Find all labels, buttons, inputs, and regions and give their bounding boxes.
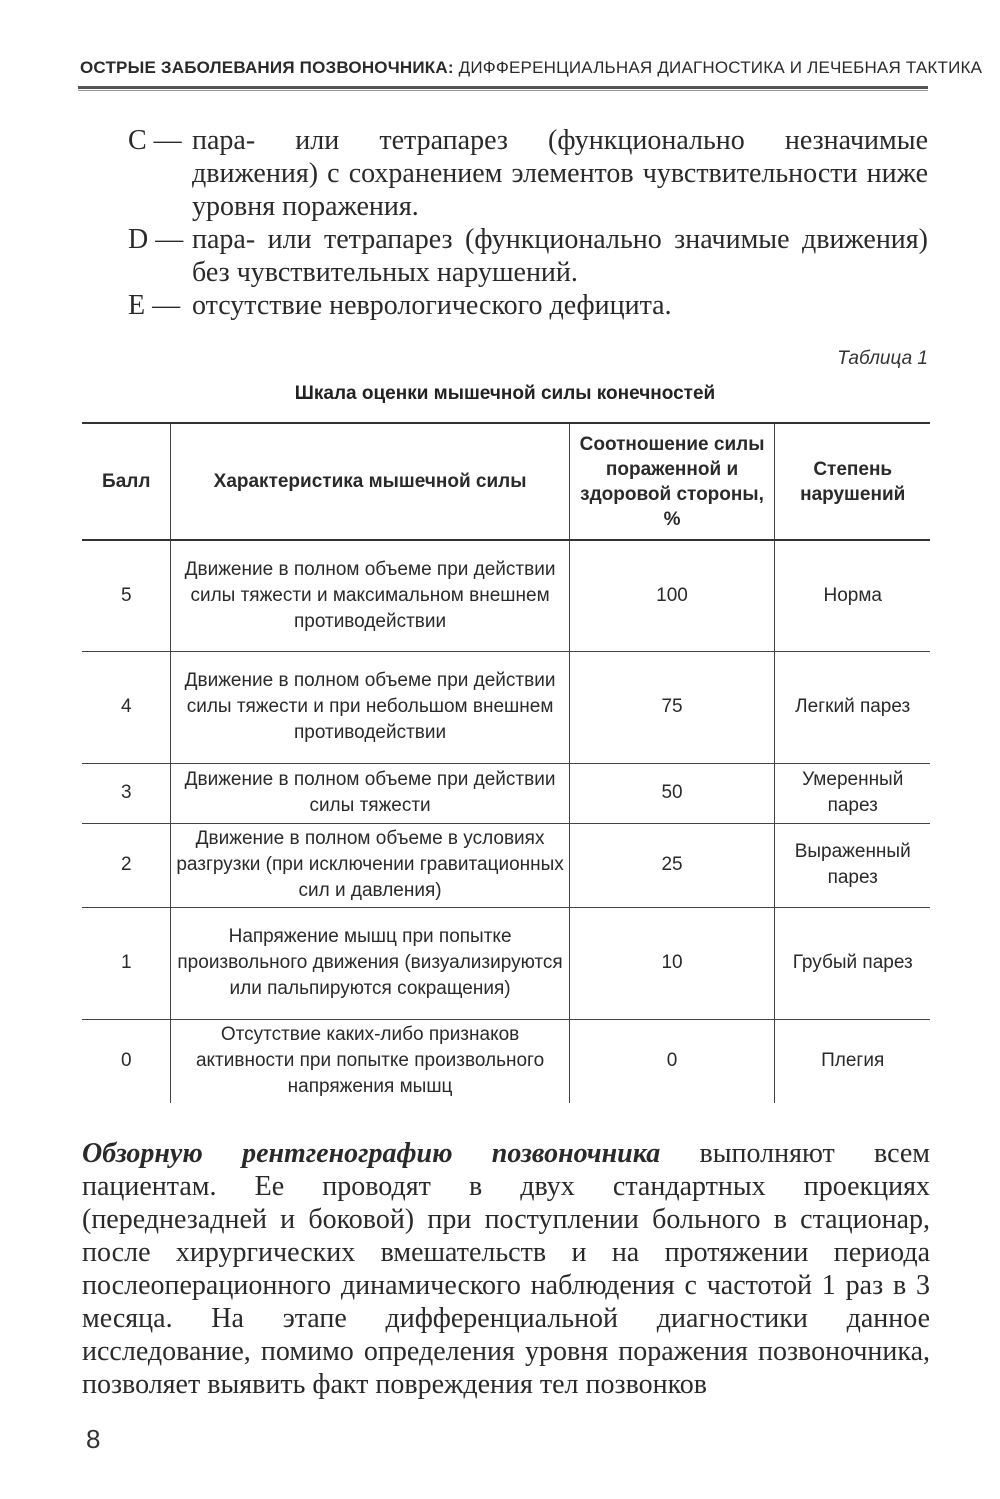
table-row <box>82 823 930 907</box>
cell-score: 2 <box>120 854 132 875</box>
table-row <box>82 907 930 1019</box>
table-row <box>82 651 930 763</box>
running-header <box>80 58 983 78</box>
definition-letter: E — <box>128 290 181 321</box>
cell-score: 0 <box>120 1050 132 1072</box>
page-number: 8 <box>86 1424 101 1454</box>
paragraph-lead: Обзорную рентгенографию позвоночника <box>82 1138 661 1169</box>
table-header-row <box>82 423 930 540</box>
muscle-strength-table <box>82 422 930 1103</box>
cell-score: 1 <box>120 952 132 973</box>
definition-letter: D — <box>128 224 184 255</box>
cell-grade: Умеренный парез <box>775 763 930 823</box>
definition-list <box>128 124 928 322</box>
table-row <box>82 540 930 651</box>
header-ratio: Соотношение силы пораженной и здоровой стороны, % <box>569 423 775 540</box>
cell-grade: Легкий парез <box>775 651 930 763</box>
cell-description: Отсутствие каких-либо признаков активности при попытке произвольного напряжения мышц <box>171 1019 569 1103</box>
definition-text: пара- или тетрапарез (функционально незначимые движения) с сохранением элементов чувствительности ниже уровня поражения. <box>192 125 928 222</box>
header-grade: Степень нарушений <box>775 423 930 540</box>
definition-item-c <box>128 124 928 223</box>
header-score: Балл <box>82 423 171 540</box>
cell-ratio: 75 <box>569 651 775 763</box>
cell-ratio: 0 <box>569 1019 775 1103</box>
definition-text: пара- или тетрапарез (функционально значимые движения) без чувствительных нарушений. <box>192 224 928 288</box>
definition-item-d <box>128 223 928 289</box>
cell-description: Движение в полном объеме при действии силы тяжести и максимальном внешнем противодействии <box>171 540 569 651</box>
definition-letter: C — <box>128 125 182 156</box>
definition-text: отсутствие неврологического дефицита. <box>192 290 672 321</box>
cell-grade: Плегия <box>775 1019 930 1103</box>
cell-score: 3 <box>120 782 132 803</box>
cell-ratio: 100 <box>569 540 775 651</box>
cell-description: Движение в полном объеме при действии силы тяжести и при небольшом внешнем противодействии <box>171 651 569 763</box>
paragraph-text: выполняют всем пациентам. Ее проводят в двух стандартных проекциях (переднезадней и боковой) при поступлении больного в стационар, после хирургических вмешательств и на протяжении периода послеоперационного динамического наблюдения с частотой 1 раз в 3 месяца. На этапе дифференциальной диагностики данное исследование, помимо определения уровня поражения позвоночника, позволяет выявить факт повреждения тел позвонков <box>82 1138 930 1400</box>
cell-ratio: 10 <box>569 907 775 1019</box>
running-header-bold: ОСТРЫЕ ЗАБОЛЕВАНИЯ ПОЗВОНОЧНИКА: <box>80 58 454 77</box>
header-rule-thin <box>78 90 928 91</box>
cell-ratio: 25 <box>569 823 775 907</box>
definition-item-e <box>128 289 928 322</box>
body-paragraph <box>82 1137 930 1401</box>
cell-description: Напряжение мышц при попытке произвольного движения (визуализируются или пальпируются сокращения) <box>171 907 569 1019</box>
cell-description: Движение в полном объеме в условиях разгрузки (при исключении гравитационных сил и давления) <box>171 823 569 907</box>
running-header-rest: ДИФФЕРЕНЦИАЛЬНАЯ ДИАГНОСТИКА И ЛЕЧЕБНАЯ ТАКТИКА <box>458 58 983 77</box>
table-title: Шкала оценки мышечной силы конечностей <box>294 383 716 404</box>
table-caption: Таблица 1 <box>837 348 928 369</box>
cell-score: 5 <box>120 584 132 606</box>
cell-description: Движение в полном объеме при действии силы тяжести <box>171 763 569 823</box>
header-description: Характеристика мышечной силы <box>171 423 569 540</box>
table-row <box>82 1019 930 1103</box>
cell-score: 4 <box>120 696 132 717</box>
cell-grade: Выраженный парез <box>775 823 930 907</box>
table-row <box>82 763 930 823</box>
cell-grade: Норма <box>775 540 930 651</box>
header-rule <box>78 86 928 89</box>
cell-ratio: 50 <box>569 763 775 823</box>
cell-grade: Грубый парез <box>775 907 930 1019</box>
